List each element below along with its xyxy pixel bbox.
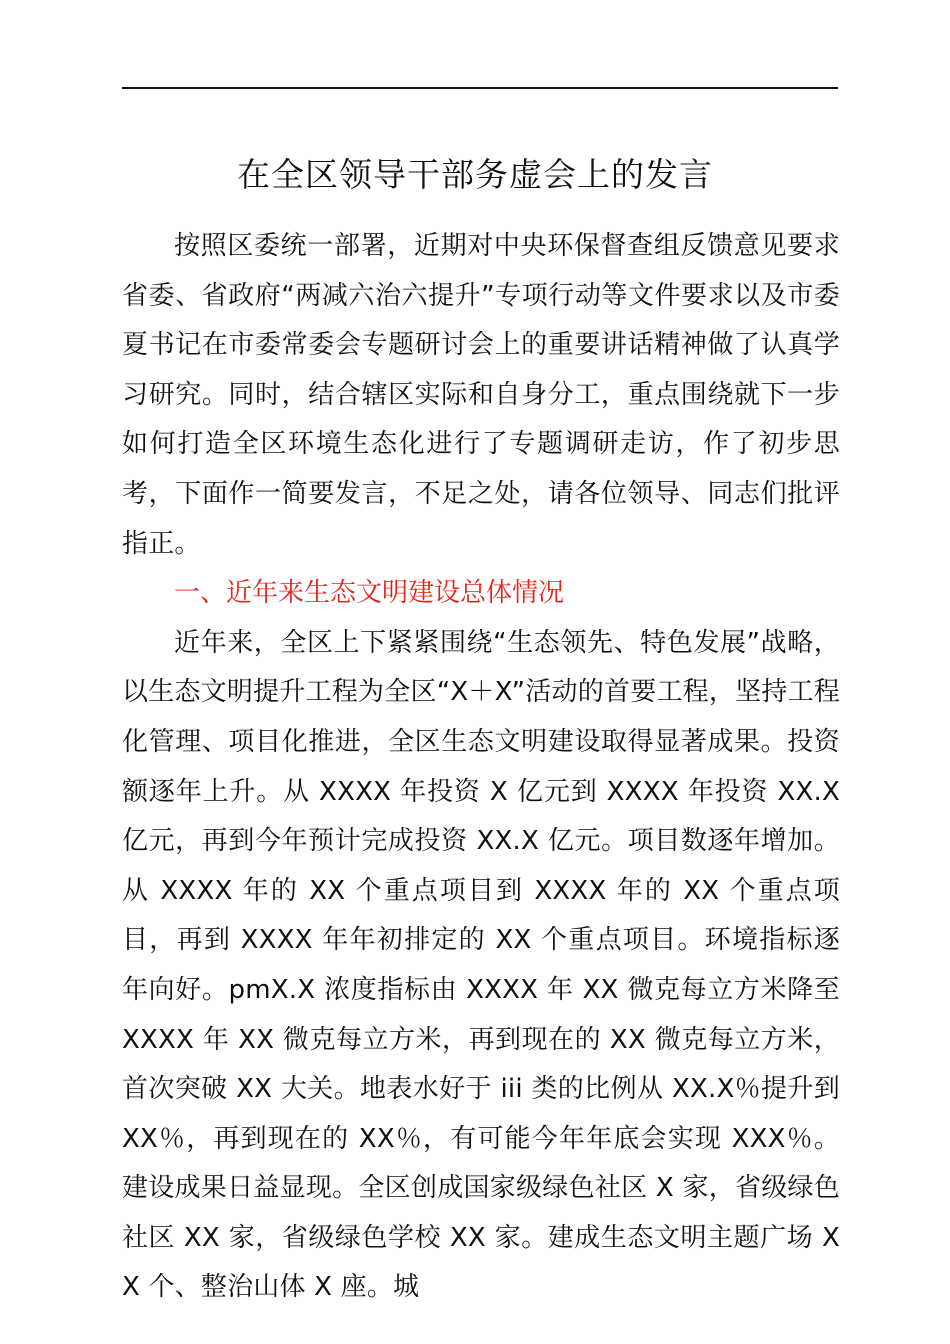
section-heading: 一、近年来生态文明建设总体情况: [174, 578, 565, 609]
header-rule: [122, 87, 838, 89]
document-body: [122, 222, 840, 1313]
section-paragraph: 近年来，全区上下紧紧围绕“生态领先、特色发展”战略，以生态文明提升工程为全区“X＋X”活动的首要工程，坚持工程化管理、项目化推进，全区生态文明建设取得显著成果。投资额逐年上升。从 XXXX 年投资 X 亿元到 XXXX 年投资 XX.X 亿元，再到今年预计完成投资 XX.X 亿元。项目数逐年增加。从 XXXX 年的 XX 个重点项目到 XXXX 年的 XX 个重点项目，再到 XXXX 年年初排定的 XX 个重点项目。环境指标逐年向好。pmX.X 浓度指标由 XXXX 年 XX 微克每立方米降至 XXXX 年 XX 微克每立方米，再到现在的 XX 微克每立方米，首次突破 XX 大关。地表水好于 iii 类的比例从 XX.X％提升到 XX％，再到现在的 XX％，有可能今年年底会实现 XXX％。建设成果日益显现。全区创成国家级绿色社区 X 家，省级绿色社区 XX 家，省级绿色学校 XX 家。建成生态文明主题广场 XX 个、整治山体 X 座。城: [122, 627, 840, 1303]
intro-paragraph: 按照区委统一部署，近期对中央环保督查组反馈意见要求省委、省政府“两减六治六提升”专项行动等文件要求以及市委夏书记在市委常委会专题研讨会上的重要讲话精神做了认真学习研究。同时，结合辖区实际和自身分工，重点围绕就下一步如何打造全区环境生态化进行了专题调研走访，作了初步思考，下面作一简要发言，不足之处，请各位领导、同志们批评指正。: [122, 231, 840, 559]
document-title: 在全区领导干部务虚会上的发言: [237, 155, 713, 194]
